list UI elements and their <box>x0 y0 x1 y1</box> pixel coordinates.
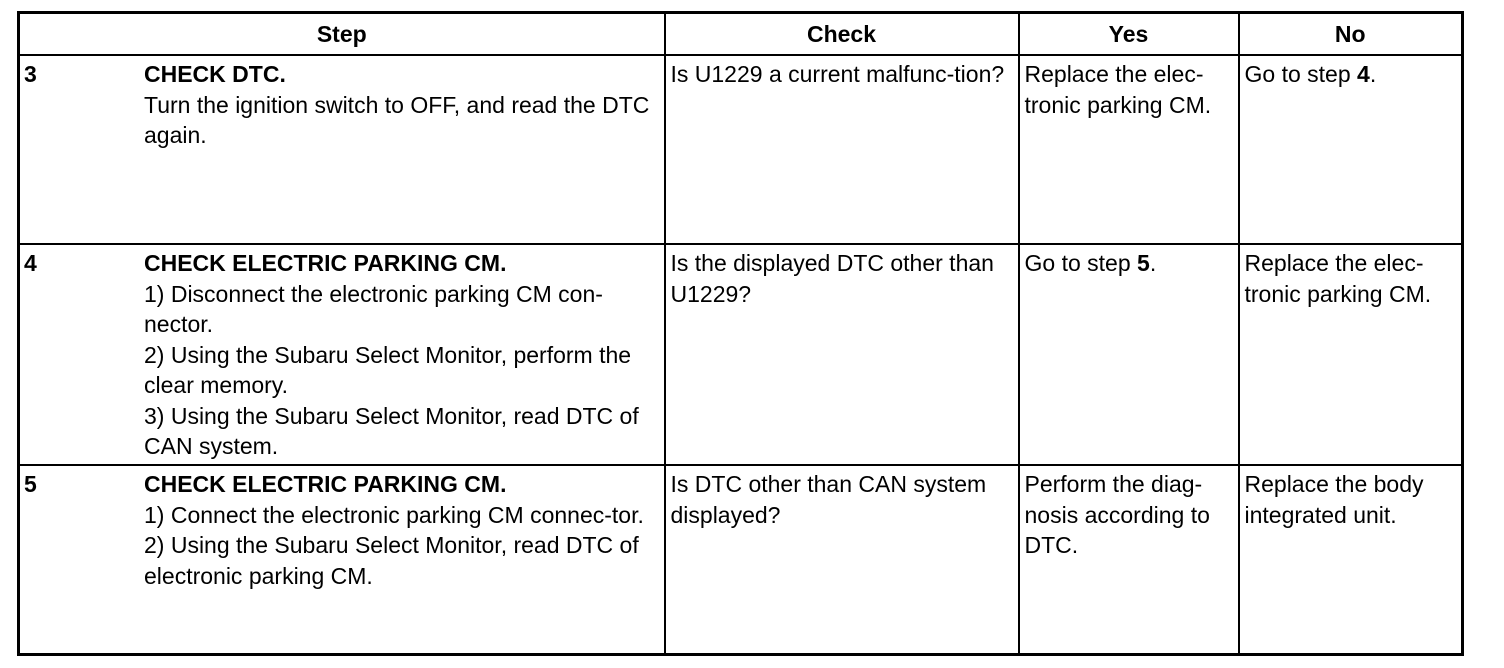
no-cell: Replace the elec-tronic parking CM. <box>1239 244 1463 465</box>
step-line: Turn the ignition switch to OFF, and read the DTC again. <box>144 91 650 148</box>
step-cell <box>19 55 665 244</box>
table-row-step-4 <box>19 244 1463 465</box>
yes-cell <box>1019 244 1239 465</box>
step-title: CHECK DTC. <box>144 61 286 87</box>
no-cell <box>1239 55 1463 244</box>
step-body <box>144 59 658 151</box>
header-check: Check <box>665 13 1019 56</box>
step-number: 5 <box>24 471 37 497</box>
header-yes: Yes <box>1019 13 1239 56</box>
header-no: No <box>1239 13 1463 56</box>
step-body <box>144 248 658 462</box>
step-cell <box>19 244 665 465</box>
no-suffix: . <box>1369 61 1377 87</box>
diagnostic-table <box>17 11 1464 656</box>
step-line: 2) Using the Subaru Select Monitor, read DTC of electronic parking CM. <box>144 532 639 589</box>
no-text: Go to step <box>1244 61 1358 87</box>
step-body <box>144 469 658 591</box>
step-cell <box>19 465 665 655</box>
check-cell: Is DTC other than CAN system displayed? <box>665 465 1019 655</box>
yes-cell: Perform the diag-nosis according to DTC. <box>1019 465 1239 655</box>
check-cell: Is the displayed DTC other than U1229? <box>665 244 1019 465</box>
check-cell: Is U1229 a current malfunc-tion? <box>665 55 1019 244</box>
step-line: 3) Using the Subaru Select Monitor, read DTC of CAN system. <box>144 402 639 459</box>
step-number: 3 <box>24 61 37 87</box>
step-line: 1) Disconnect the electronic parking CM con-nector. <box>144 280 603 337</box>
no-step-link: 4 <box>1357 61 1370 87</box>
yes-suffix: . <box>1149 250 1157 276</box>
step-title: CHECK ELECTRIC PARKING CM. <box>144 250 507 276</box>
table-row-step-3 <box>19 55 1463 244</box>
yes-cell: Replace the elec-tronic parking CM. <box>1019 55 1239 244</box>
yes-text: Go to step <box>1024 250 1138 276</box>
step-line: 2) Using the Subaru Select Monitor, perform the clear memory. <box>144 341 632 398</box>
header-row <box>19 13 1463 56</box>
table-row-step-5 <box>19 465 1463 655</box>
step-number: 4 <box>24 250 37 276</box>
step-line: 1) Connect the electronic parking CM connec-tor. <box>144 501 644 528</box>
step-title: CHECK ELECTRIC PARKING CM. <box>144 471 507 497</box>
yes-step-link: 5 <box>1137 250 1150 276</box>
no-cell: Replace the body integrated unit. <box>1239 465 1463 655</box>
header-step: Step <box>19 13 665 56</box>
